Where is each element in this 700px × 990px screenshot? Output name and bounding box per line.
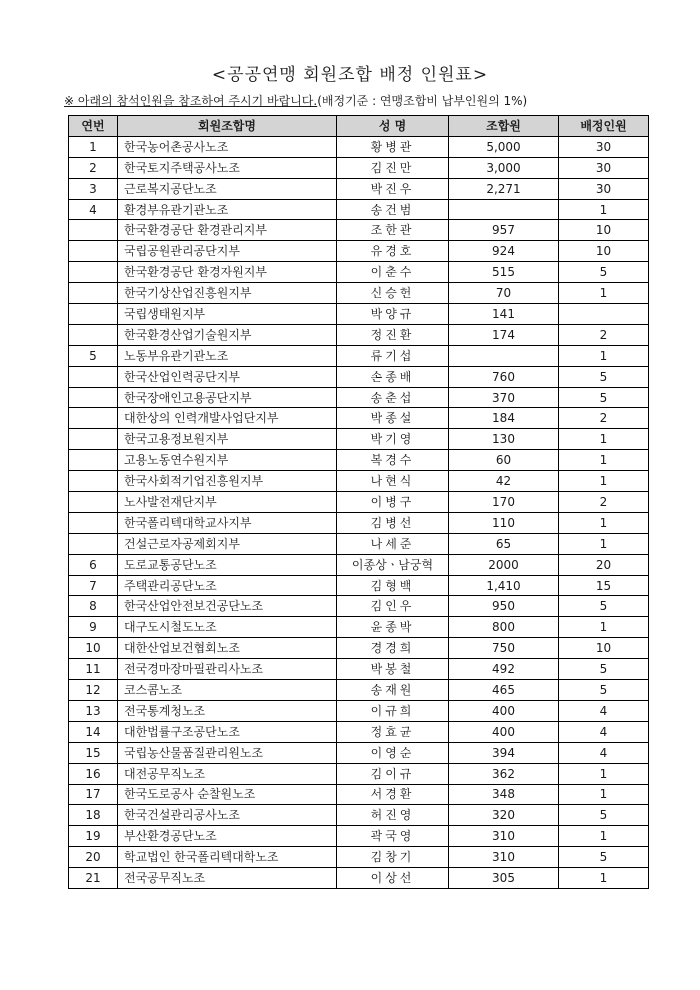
row-person-name: 경경희 <box>337 638 449 659</box>
row-union-name: 한국장애인고용공단지부 <box>118 387 337 408</box>
row-person-name: 이상선 <box>337 868 449 889</box>
row-serial: 1 <box>69 136 118 157</box>
row-union-name: 한국환경공단 환경자원지부 <box>118 262 337 283</box>
row-union-name: 환경부유관기관노조 <box>118 199 337 220</box>
table-row <box>69 157 649 178</box>
row-allocation: 4 <box>559 742 649 763</box>
table-row <box>69 178 649 199</box>
row-member-count: 2,271 <box>449 178 559 199</box>
header-allocation: 배정인원 <box>559 116 649 137</box>
row-union-name: 한국도로공사 순찰원노조 <box>118 784 337 805</box>
row-member-count: 394 <box>449 742 559 763</box>
row-member-count: 465 <box>449 680 559 701</box>
row-person-name: 송건범 <box>337 199 449 220</box>
row-member-count: 5,000 <box>449 136 559 157</box>
row-allocation: 1 <box>559 617 649 638</box>
row-serial: 2 <box>69 157 118 178</box>
row-person-name: 황병관 <box>337 136 449 157</box>
row-allocation: 4 <box>559 700 649 721</box>
header-members: 조합원 <box>449 116 559 137</box>
row-member-count: 760 <box>449 366 559 387</box>
row-allocation: 1 <box>559 429 649 450</box>
row-allocation: 5 <box>559 387 649 408</box>
row-union-name: 근로복지공단노조 <box>118 178 337 199</box>
row-member-count: 110 <box>449 512 559 533</box>
row-member-count: 2000 <box>449 554 559 575</box>
table-row <box>69 471 649 492</box>
row-member-count: 310 <box>449 847 559 868</box>
row-union-name: 고용노동연수원지부 <box>118 450 337 471</box>
row-allocation: 1 <box>559 450 649 471</box>
row-serial: 8 <box>69 596 118 617</box>
row-serial: 11 <box>69 659 118 680</box>
row-member-count: 60 <box>449 450 559 471</box>
row-serial: 7 <box>69 575 118 596</box>
row-serial <box>69 471 118 492</box>
row-person-name: 조한관 <box>337 220 449 241</box>
row-union-name: 대한상의 인력개발사업단지부 <box>118 408 337 429</box>
table-row <box>69 847 649 868</box>
row-member-count: 400 <box>449 721 559 742</box>
row-allocation: 5 <box>559 596 649 617</box>
row-allocation: 10 <box>559 241 649 262</box>
row-person-name: 정효균 <box>337 721 449 742</box>
table-row <box>69 575 649 596</box>
row-allocation: 1 <box>559 471 649 492</box>
row-member-count: 42 <box>449 471 559 492</box>
table-row <box>69 721 649 742</box>
row-person-name: 박종설 <box>337 408 449 429</box>
row-member-count: 3,000 <box>449 157 559 178</box>
row-union-name: 도로교통공단노조 <box>118 554 337 575</box>
row-serial <box>69 304 118 325</box>
row-union-name: 부산환경공단노조 <box>118 826 337 847</box>
row-member-count: 130 <box>449 429 559 450</box>
row-serial: 18 <box>69 805 118 826</box>
table-row <box>69 826 649 847</box>
row-union-name: 학교법인 한국폴리텍대학노조 <box>118 847 337 868</box>
table-row <box>69 450 649 471</box>
header-union: 회원조합명 <box>118 116 337 137</box>
row-allocation: 5 <box>559 680 649 701</box>
row-serial: 6 <box>69 554 118 575</box>
row-person-name: 김이규 <box>337 763 449 784</box>
header-serial: 연번 <box>69 116 118 137</box>
row-allocation: 5 <box>559 262 649 283</box>
row-allocation: 1 <box>559 345 649 366</box>
table-row <box>69 429 649 450</box>
table-row <box>69 304 649 325</box>
row-member-count: 957 <box>449 220 559 241</box>
row-union-name: 대한산업보건협회노조 <box>118 638 337 659</box>
row-union-name: 코스콤노조 <box>118 680 337 701</box>
row-union-name: 대전공무직노조 <box>118 763 337 784</box>
row-serial: 16 <box>69 763 118 784</box>
row-person-name: 이종상ㆍ남궁혁 <box>337 554 449 575</box>
row-member-count: 1,410 <box>449 575 559 596</box>
row-union-name: 건설근로자공제회지부 <box>118 533 337 554</box>
row-serial <box>69 450 118 471</box>
row-person-name: 송춘섭 <box>337 387 449 408</box>
row-allocation: 1 <box>559 868 649 889</box>
row-allocation: 1 <box>559 533 649 554</box>
row-union-name: 주택관리공단노조 <box>118 575 337 596</box>
row-person-name: 곽국영 <box>337 826 449 847</box>
row-allocation: 30 <box>559 178 649 199</box>
row-serial <box>69 408 118 429</box>
row-member-count: 305 <box>449 868 559 889</box>
allocation-table <box>68 115 649 889</box>
row-serial: 19 <box>69 826 118 847</box>
row-serial: 4 <box>69 199 118 220</box>
table-row <box>69 700 649 721</box>
row-person-name: 서경환 <box>337 784 449 805</box>
row-person-name: 김인우 <box>337 596 449 617</box>
row-union-name: 노사발전재단지부 <box>118 492 337 513</box>
row-person-name: 박진우 <box>337 178 449 199</box>
row-person-name: 나세준 <box>337 533 449 554</box>
row-person-name: 복경수 <box>337 450 449 471</box>
row-allocation: 5 <box>559 659 649 680</box>
table-row <box>69 659 649 680</box>
row-union-name: 한국고용정보원지부 <box>118 429 337 450</box>
header-name: 성 명 <box>337 116 449 137</box>
table-row <box>69 868 649 889</box>
row-serial <box>69 512 118 533</box>
row-member-count: 184 <box>449 408 559 429</box>
table-row <box>69 533 649 554</box>
table-row <box>69 784 649 805</box>
row-serial <box>69 241 118 262</box>
row-person-name: 유경호 <box>337 241 449 262</box>
table-row <box>69 262 649 283</box>
table-row <box>69 680 649 701</box>
row-union-name: 전국공무직노조 <box>118 868 337 889</box>
row-person-name: 정진환 <box>337 324 449 345</box>
row-member-count: 310 <box>449 826 559 847</box>
row-serial: 10 <box>69 638 118 659</box>
table-row <box>69 220 649 241</box>
row-serial <box>69 492 118 513</box>
row-person-name: 김병선 <box>337 512 449 533</box>
row-person-name: 송재원 <box>337 680 449 701</box>
row-allocation: 1 <box>559 199 649 220</box>
row-union-name: 한국건설관리공사노조 <box>118 805 337 826</box>
row-person-name: 이규희 <box>337 700 449 721</box>
row-union-name: 국립생태원지부 <box>118 304 337 325</box>
row-allocation: 2 <box>559 324 649 345</box>
row-union-name: 전국경마장마필관리사노조 <box>118 659 337 680</box>
row-person-name: 김형백 <box>337 575 449 596</box>
row-member-count: 70 <box>449 283 559 304</box>
row-allocation: 1 <box>559 784 649 805</box>
row-union-name: 노동부유관기관노조 <box>118 345 337 366</box>
row-union-name: 한국폴리텍대학교사지부 <box>118 512 337 533</box>
row-member-count: 515 <box>449 262 559 283</box>
row-person-name: 윤종박 <box>337 617 449 638</box>
table-row <box>69 617 649 638</box>
row-member-count: 141 <box>449 304 559 325</box>
row-person-name: 허진영 <box>337 805 449 826</box>
table-row <box>69 283 649 304</box>
header-row <box>69 116 649 137</box>
row-allocation: 15 <box>559 575 649 596</box>
row-member-count: 750 <box>449 638 559 659</box>
row-member-count: 800 <box>449 617 559 638</box>
table-row <box>69 742 649 763</box>
table-row <box>69 805 649 826</box>
row-member-count: 348 <box>449 784 559 805</box>
row-union-name: 한국산업안전보건공단노조 <box>118 596 337 617</box>
row-serial <box>69 324 118 345</box>
row-serial <box>69 429 118 450</box>
instruction-note <box>64 92 527 109</box>
row-member-count: 492 <box>449 659 559 680</box>
row-union-name: 국립농산물품질관리원노조 <box>118 742 337 763</box>
row-allocation: 10 <box>559 638 649 659</box>
row-union-name: 한국사회적기업진흥원지부 <box>118 471 337 492</box>
table-row <box>69 136 649 157</box>
row-person-name: 신승헌 <box>337 283 449 304</box>
row-member-count: 174 <box>449 324 559 345</box>
row-person-name: 김진만 <box>337 157 449 178</box>
row-union-name: 한국산업인력공단지부 <box>118 366 337 387</box>
row-person-name: 박기영 <box>337 429 449 450</box>
row-union-name: 한국기상산업진흥원지부 <box>118 283 337 304</box>
row-member-count: 320 <box>449 805 559 826</box>
row-allocation: 1 <box>559 512 649 533</box>
row-allocation: 4 <box>559 721 649 742</box>
row-allocation: 1 <box>559 283 649 304</box>
row-allocation: 2 <box>559 492 649 513</box>
row-serial <box>69 262 118 283</box>
row-allocation: 30 <box>559 136 649 157</box>
row-person-name: 류기섭 <box>337 345 449 366</box>
row-serial: 14 <box>69 721 118 742</box>
row-person-name: 손종배 <box>337 366 449 387</box>
row-union-name: 한국환경산업기술원지부 <box>118 324 337 345</box>
row-person-name: 이병구 <box>337 492 449 513</box>
row-person-name: 이춘수 <box>337 262 449 283</box>
row-serial: 5 <box>69 345 118 366</box>
row-union-name: 전국통계청노조 <box>118 700 337 721</box>
table-row <box>69 408 649 429</box>
row-serial <box>69 220 118 241</box>
row-person-name: 박양규 <box>337 304 449 325</box>
row-serial: 15 <box>69 742 118 763</box>
row-union-name: 한국농어촌공사노조 <box>118 136 337 157</box>
row-union-name: 한국환경공단 환경관리지부 <box>118 220 337 241</box>
row-union-name: 한국토지주택공사노조 <box>118 157 337 178</box>
row-serial <box>69 387 118 408</box>
note-text: ※ 아래의 참석인원을 참조하여 주시기 바랍니다. <box>64 94 318 108</box>
row-allocation: 10 <box>559 220 649 241</box>
table-row <box>69 366 649 387</box>
table-row <box>69 512 649 533</box>
row-member-count: 400 <box>449 700 559 721</box>
row-member-count: 370 <box>449 387 559 408</box>
note-criteria: (배정기준 : 연맹조합비 납부인원의 1%) <box>317 94 528 108</box>
page-title: <공공연맹 회원조합 배정 인원표> <box>211 65 489 85</box>
row-serial: 9 <box>69 617 118 638</box>
row-member-count: 924 <box>449 241 559 262</box>
row-union-name: 대구도시철도노조 <box>118 617 337 638</box>
row-allocation: 20 <box>559 554 649 575</box>
row-union-name: 국립공원관리공단지부 <box>118 241 337 262</box>
row-serial: 17 <box>69 784 118 805</box>
row-allocation: 2 <box>559 408 649 429</box>
row-serial <box>69 533 118 554</box>
table-row <box>69 554 649 575</box>
row-member-count: 362 <box>449 763 559 784</box>
table-row <box>69 492 649 513</box>
table-row <box>69 324 649 345</box>
row-allocation: 5 <box>559 366 649 387</box>
row-member-count: 65 <box>449 533 559 554</box>
row-allocation: 5 <box>559 847 649 868</box>
row-union-name: 대한법률구조공단노조 <box>118 721 337 742</box>
row-member-count: 170 <box>449 492 559 513</box>
row-person-name: 이영순 <box>337 742 449 763</box>
row-serial: 13 <box>69 700 118 721</box>
row-member-count <box>449 345 559 366</box>
table-row <box>69 345 649 366</box>
row-allocation: 5 <box>559 805 649 826</box>
table-row <box>69 638 649 659</box>
row-serial <box>69 283 118 304</box>
row-person-name: 박봉철 <box>337 659 449 680</box>
row-member-count: 950 <box>449 596 559 617</box>
table-row <box>69 763 649 784</box>
table-row <box>69 596 649 617</box>
row-allocation: 30 <box>559 157 649 178</box>
row-serial <box>69 366 118 387</box>
row-allocation <box>559 304 649 325</box>
table-row <box>69 199 649 220</box>
row-serial: 20 <box>69 847 118 868</box>
row-allocation: 1 <box>559 826 649 847</box>
row-person-name: 김창기 <box>337 847 449 868</box>
row-serial: 21 <box>69 868 118 889</box>
table-row <box>69 241 649 262</box>
table-row <box>69 387 649 408</box>
row-serial: 3 <box>69 178 118 199</box>
row-member-count <box>449 199 559 220</box>
row-serial: 12 <box>69 680 118 701</box>
row-allocation: 1 <box>559 763 649 784</box>
row-person-name: 나현식 <box>337 471 449 492</box>
